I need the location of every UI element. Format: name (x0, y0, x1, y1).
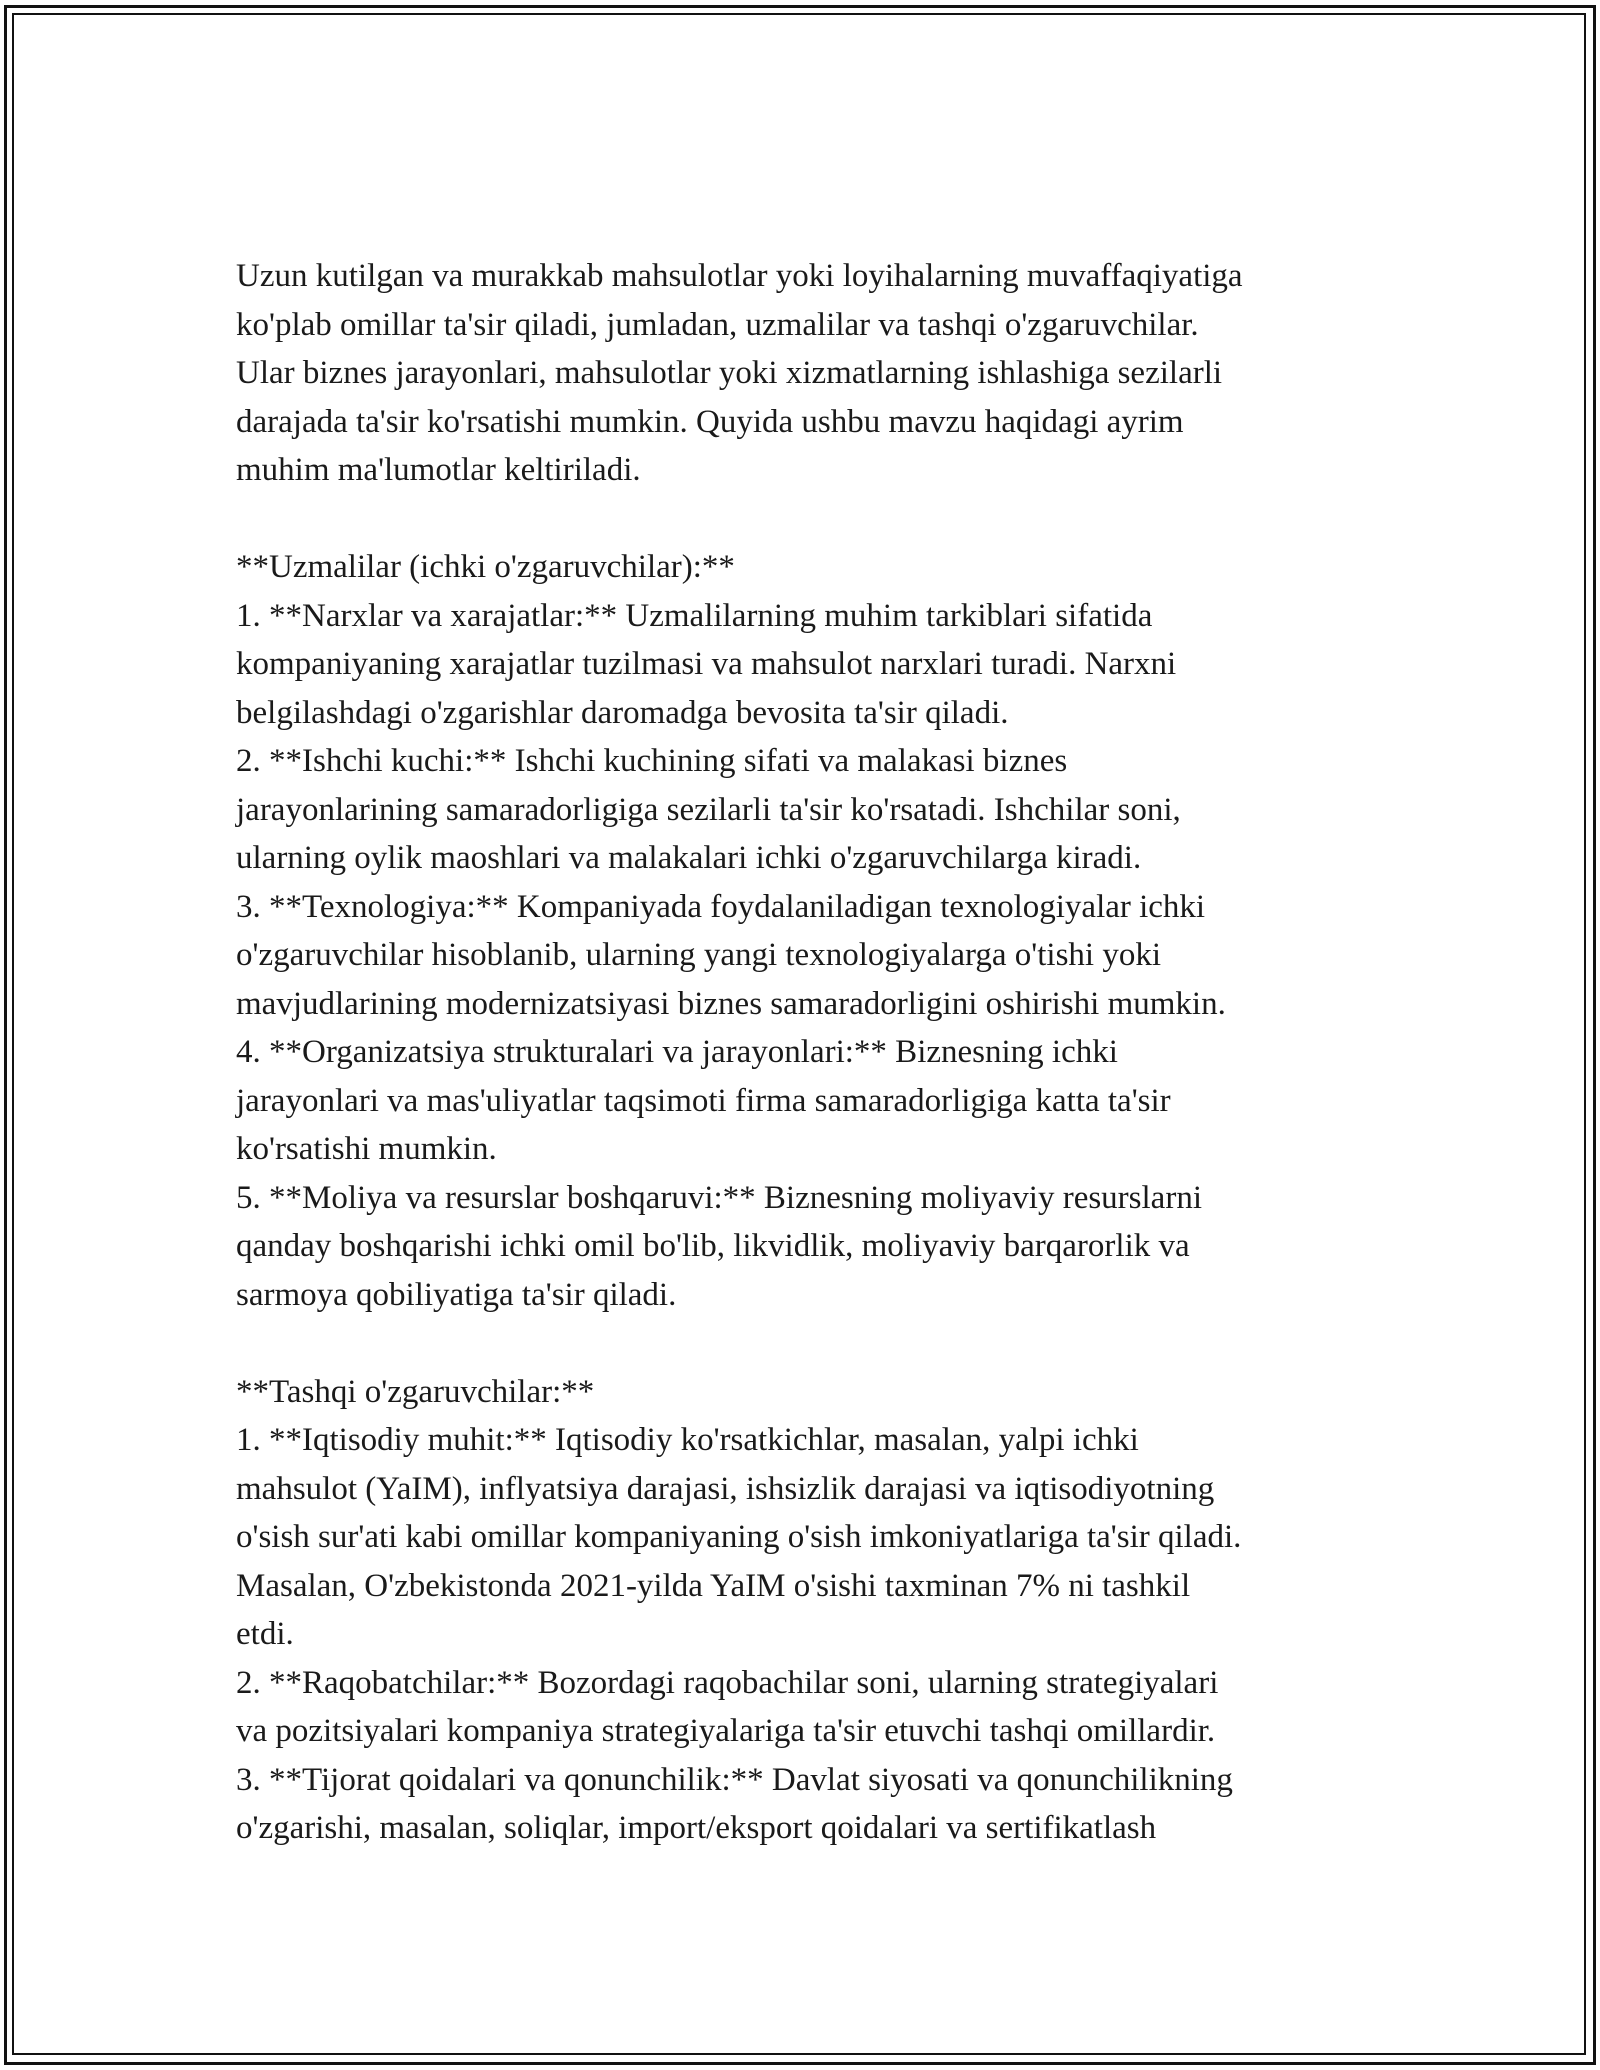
text-line: 4. **Organizatsiya strukturalari va jarayonlari:** Biznesning ichki (236, 1034, 1118, 1070)
text-line: ularning oylik maoshlari va malakalari ichki o'zgaruvchilarga kiradi. (236, 840, 1142, 876)
text-line: 2. **Ishchi kuchi:** Ishchi kuchining sifati va malakasi biznes (236, 743, 1068, 779)
text-line: o'zgarishi, masalan, soliqlar, import/eksport qoidalari va sertifikatlash (236, 1810, 1157, 1846)
text-line: jarayonlarining samaradorligiga sezilarli ta'sir ko'rsatadi. Ishchilar soni, (236, 791, 1181, 828)
section-heading-external: **Tashqi o'zgaruvchilar:** (236, 1373, 595, 1410)
text-line: kompaniyaning xarajatlar tuzilmasi va mahsulot narxlari turadi. Narxni (236, 646, 1177, 682)
text-line: Ular biznes jarayonlari, mahsulotlar yoki xizmatlarning ishlashiga sezilarli (236, 355, 1223, 391)
text-line: muhim ma'lumotlar keltiriladi. (236, 452, 641, 488)
text-line: darajada ta'sir ko'rsatishi mumkin. Quyida ushbu mavzu haqidagi ayrim (236, 403, 1184, 440)
text-line: ko'rsatishi mumkin. (236, 1131, 497, 1167)
text-line: 5. **Moliya va resurslar boshqaruvi:** Biznesning moliyaviy resurslarni (236, 1179, 1202, 1216)
text-line: ko'plab omillar ta'sir qiladi, jumladan, uzmalilar va tashqi o'zgaruvchilar. (236, 306, 1199, 343)
text-line: mahsulot (YaIM), inflyatsiya darajasi, ishsizlik darajasi va iqtisodiyotning (236, 1470, 1215, 1507)
text-line: qanday boshqarishi ichki omil bo'lib, likvidlik, moliyaviy barqarorlik va (236, 1228, 1190, 1264)
section-heading-internal: **Uzmalilar (ichki o'zgaruvchilar):** (236, 549, 735, 585)
text-line: 1. **Narxlar va xarajatlar:** Uzmalilarning muhim tarkiblari sifatida (236, 597, 1153, 634)
text-line: o'sish sur'ati kabi omillar kompaniyaning o'sish imkoniyatlariga ta'sir qiladi. (236, 1519, 1242, 1555)
text-line: 2. **Raqobatchilar:** Bozordagi raqobachilar soni, ularning strategiyalari (236, 1664, 1219, 1701)
text-line: Uzun kutilgan va murakkab mahsulotlar yoki loyihalarning muvaffaqiyatiga (236, 258, 1243, 294)
text-line: va pozitsiyalari kompaniya strategiyalariga ta'sir etuvchi tashqi omillardir. (236, 1713, 1216, 1749)
document-body (236, 252, 1366, 1853)
text-line: mavjudlarining modernizatsiyasi biznes samaradorligini oshirishi mumkin. (236, 985, 1226, 1022)
text-line: 3. **Texnologiya:** Kompaniyada foydalaniladigan texnologiyalar ichki (236, 888, 1206, 925)
text-line: jarayonlari va mas'uliyatlar taqsimoti firma samaradorligiga katta ta'sir (236, 1082, 1171, 1119)
blank-line (236, 495, 1366, 544)
text-line: 3. **Tijorat qoidalari va qonunchilik:** Davlat siyosati va qonunchilikning (236, 1761, 1233, 1798)
text-line: 1. **Iqtisodiy muhit:** Iqtisodiy ko'rsatkichlar, masalan, yalpi ichki (236, 1422, 1139, 1458)
text-line: belgilashdagi o'zgarishlar daromadga bevosita ta'sir qiladi. (236, 694, 1009, 731)
text-line: Masalan, O'zbekistonda 2021-yilda YaIM o'sishi taxminan 7% ni tashkil (236, 1567, 1191, 1604)
text-line: etdi. (236, 1616, 294, 1652)
blank-line (236, 1319, 1366, 1368)
text-line: o'zgaruvchilar hisoblanib, ularning yangi texnologiyalarga o'tishi yoki (236, 937, 1161, 973)
text-line: sarmoya qobiliyatiga ta'sir qiladi. (236, 1276, 677, 1313)
